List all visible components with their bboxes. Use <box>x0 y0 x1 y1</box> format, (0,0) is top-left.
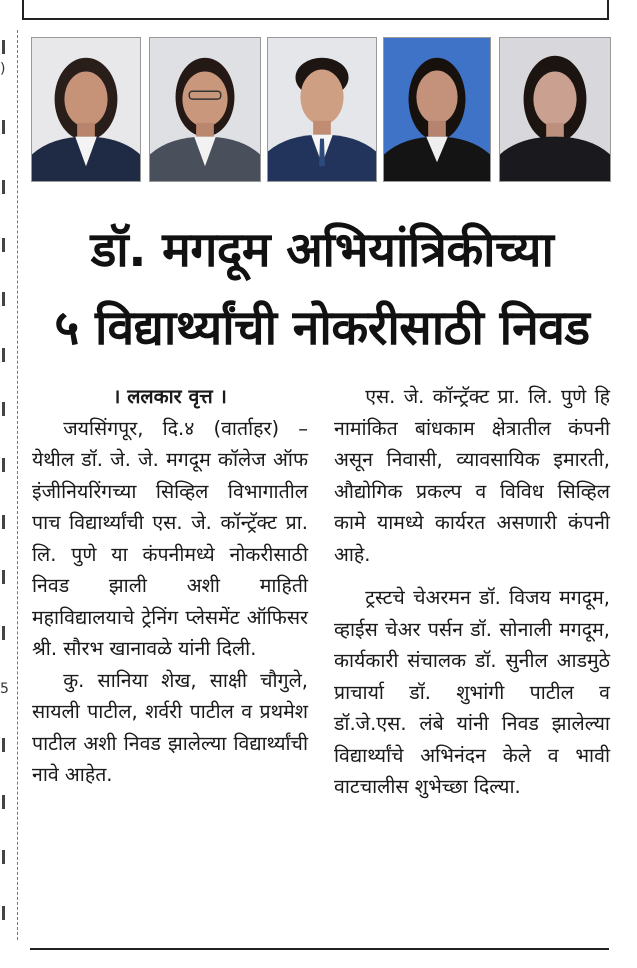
column-rule <box>17 30 19 940</box>
article-left-column <box>32 381 308 791</box>
top-border-rule <box>22 0 609 20</box>
article-right-column <box>334 381 610 803</box>
headline-line-1: डॉ. मगदूम अभियांत्रिकीच्या <box>90 222 554 278</box>
article-paragraph: कु. सानिया शेख, साक्षी चौगुले, सायली पाटील, शर्वरी पाटील व प्रथमेश पाटील अशी निवड झालेल्या विद्यार्थ्यांची नावे आहेत. <box>32 668 308 786</box>
student-photo-3 <box>267 37 377 182</box>
student-photo-2 <box>149 37 261 182</box>
article-paragraph: एस. जे. कॉन्ट्रॅक्ट प्रा. लि. पुणे हि नामांकित बांधकाम क्षेत्रातील कंपनी असून निवासी, व्यावसायिक इमारती, औद्योगिक प्रकल्प व विविध सिव्हिल कामे यामध्ये कार्यरत असणारी कंपनी आहे. <box>334 385 610 566</box>
bottom-border-rule <box>30 948 609 950</box>
article-paragraph: जयसिंगपूर, दि.४ (वार्ताहर) – येथील डॉ. जे. जे. मगदूम कॉलेज ऑफ इंजीनियरिंगच्या सिव्हिल विभागातील पाच विद्यार्थ्यांची एस. जे. कॉन्ट्रॅक्ट प्रा. लि. पुणे या कंपनीमध्ये नोकरीसाठी निवड झाली अशी माहिती महाविद्यालयाचे ट्रेनिंग प्लेसमेंट ऑफिसर श्री. सौरभ खानावळे यांनी दिली. <box>32 416 308 660</box>
student-photo-5 <box>499 37 611 182</box>
adjacent-column-edge: ) 5 <box>0 30 14 930</box>
headline-line-2: ५ विद्यार्थ्यांची नोकरीसाठी निवड <box>54 300 590 356</box>
student-photos <box>31 37 611 182</box>
student-photo-4 <box>383 37 491 182</box>
article-byline: । ललकार वृत्त । <box>113 385 227 408</box>
student-photo-1 <box>31 37 141 182</box>
article-paragraph: ट्रस्टचे चेअरमन डॉ. विजय मगदूम, व्हाईस चेअर पर्सन डॉ. सोनाली मगदूम, कार्यकारी संचालक डॉ. सुनील आडमुठे प्राचार्या डॉ. शुभांगी पाटील व डॉ.जे.एस. लंबे यांनी निवड झालेल्या विद्यार्थ्यांचे अभिनंदन केले व भावी वाटचालीस शुभेच्छा दिल्या. <box>334 586 610 798</box>
